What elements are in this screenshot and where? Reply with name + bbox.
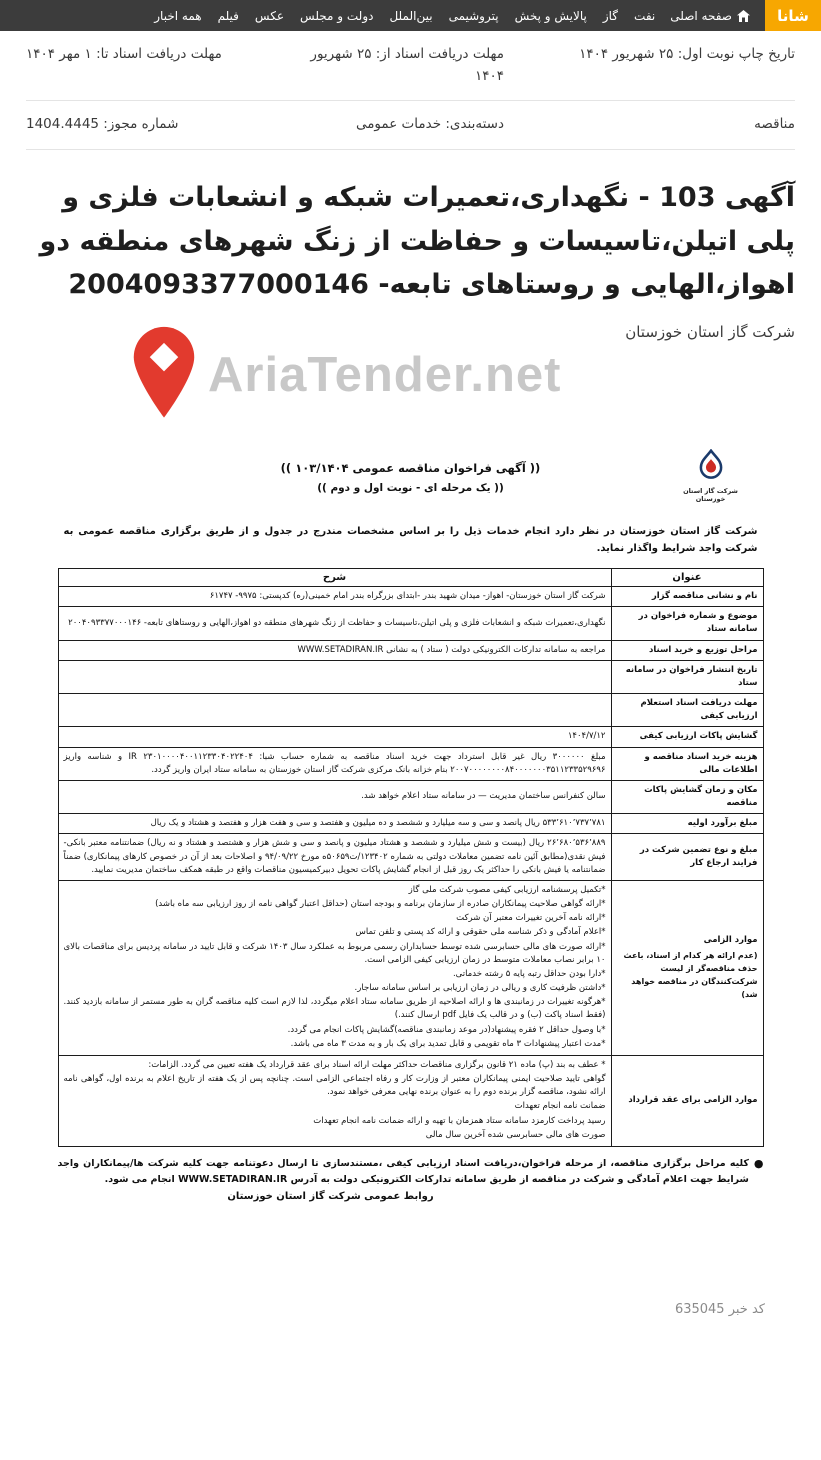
row-desc: ۵۳۳٬۶۱۰٬۷۳۷٬۷۸۱ ریال پانصد و سی و سه میلیارد و ششصد و ده میلیون و هفتصد و سی و هفت هزار و هفتصد و هشتاد و یک ریال — [58, 814, 611, 834]
table-row — [58, 1055, 763, 1146]
nav-item[interactable]: گاز — [602, 8, 619, 23]
watermark-text: AriaTender.net — [208, 348, 562, 402]
tender-table — [58, 568, 764, 1147]
row-title: تاریخ انتشار فراخوان در سامانه ستاد — [611, 660, 763, 693]
bullet-line: *ارائه صورت های مالی حسابرسی شده توسط حسابداران رسمی مربوط به عملکرد سال ۱۴۰۳ شرکت و قابل تایید در سامانه پردیس برای مناقصات بالای ۱۰ برابر نصاب معاملات متوسط در زمان ارزیابی کیفی الزامی است. — [63, 941, 606, 965]
table-header-row — [58, 568, 763, 586]
nav-item[interactable]: فیلم — [217, 8, 239, 23]
row-title: مکان و زمان گشایش پاکات مناقصه — [611, 780, 763, 813]
print-date: تاریخ چاپ نوبت اول: ۲۵ شهریور ۱۴۰۴ — [579, 46, 795, 62]
row-desc: نگهداری،تعمیرات شبکه و انشعابات فلزی و پلی اتیلن،تاسیسات و حفاظت از زنگ شهرهای منطقه دو اهواز،الهایی و روستاهای تابعه- ۲۰۰۴۰۹۳۳۷۷۰۰۰۱۴۶ — [58, 607, 611, 640]
row-title: هزینه خرید اسناد مناقصه و اطلاعات مالی — [611, 747, 763, 780]
bullet-line: *هرگونه تغییرات در زمانبندی ها و ارائه اصلاحیه از طریق سامانه ستاد اعلام میگردد، لذا لازم است کلیه مناقصه گران به طور مستمر از سامانه بازدید کنند. (فقط اسناد پاکت (ب) و در قالب یک فایل pdf ارسال کنند.) — [63, 997, 606, 1021]
table-row — [58, 694, 763, 727]
meta-row-category — [26, 101, 795, 150]
table-row — [58, 747, 763, 780]
row-desc: ۱۴۰۴/۷/۱۲ — [58, 727, 611, 747]
tender-meta — [0, 31, 821, 150]
row-title-text: موارد الزامی — [703, 935, 758, 946]
license-number: شماره مجوز: 1404.4445 — [26, 116, 179, 133]
table-row — [58, 834, 763, 881]
nav-item[interactable]: همه اخبار — [154, 8, 202, 23]
receive-until: مهلت دریافت اسناد تا: ۱ مهر ۱۴۰۴ — [26, 46, 222, 62]
nav-item[interactable]: نفت — [634, 8, 656, 23]
table-row — [58, 640, 763, 660]
nav-item[interactable]: بین‌الملل — [389, 8, 433, 23]
row-desc: سالن کنفرانس ساختمان مدیریت — در سامانه ستاد اعلام خواهد شد. — [58, 780, 611, 813]
doc-footnote-text: کلیه مراحل برگزاری مناقصه، از مرحله فراخوان،دریافت اسناد ارزیابی کیفی ،مستندسازی تا ارسال دعوتنامه جهت کلیه شرکت ها/پیمانکاران واجد شرایط جهت اعلام آمادگی و شرکت در مناقصه از طریق سامانه تدارکات الکترونیکی دولت به آدرس WWW.SETADIRAN.IR انجام می شود. — [57, 1158, 749, 1186]
bullet-line: *مدت اعتبار پیشنهادات ۳ ماه تقویمی و قابل تمدید برای یک بار و به مدت ۳ ماه می باشد. — [290, 1038, 606, 1049]
table-row — [58, 607, 763, 640]
bullet-line: *ارائه گواهی صلاحیت پیمانکاران صادره از سازمان برنامه و بودجه استان (حداقل اعتبار گواهی نامه از روز ارزیابی سه ماه باشد) — [155, 899, 606, 910]
table-row — [58, 727, 763, 747]
row-title — [611, 880, 763, 1055]
doc-footnote — [58, 1156, 764, 1188]
news-code: کد خبر 635045 — [674, 1302, 765, 1317]
bullet-line: *تکمیل پرسشنامه ارزیابی کیفی مصوب شرکت ملی گاز — [408, 884, 606, 895]
home-icon — [737, 10, 750, 22]
bullet-line: * عطف به بند (پ) ماده ۲۱ قانون برگزاری مناقصات حداکثر مهلت ارائه اسناد برای عقد قرارداد یک هفته تعیین می گردد. الزامات: — [148, 1059, 606, 1070]
gas-company-logo — [676, 449, 746, 503]
row-desc — [58, 880, 611, 1055]
row-title: مبلغ برآورد اولیه — [611, 814, 763, 834]
column-header-desc: شرح — [58, 568, 611, 586]
bullet-line: ضمانت نامه انجام تعهدات — [514, 1101, 606, 1112]
doc-intro: شرکت گاز استان خوزستان در نظر دارد انجام خدمات ذیل را بر اساس مشخصات مندرج در جدول و از طریق برگزاری مناقصه عمومی به شرکت واجد شرایط واگذار نماید. — [63, 525, 758, 555]
page-title: آگهی 103 - نگهداری،تعمیرات شبکه و انشعابات فلزی و پلی اتیلن،تاسیسات و حفاظت از زنگ شهرهای منطقه دو اهواز،الهایی و روستاهای تابعه- 2004093377000146 — [39, 181, 795, 301]
table-row — [58, 880, 763, 1055]
row-desc: شرکت گاز استان خوزستان- اهواز- میدان شهید بندر -ابتدای بزرگراه بندر امام خمینی(ره) کدپستی: ۹۹۷۵- ۶۱۷۴۷ — [58, 586, 611, 606]
table-row — [58, 586, 763, 606]
flame-icon — [694, 466, 728, 485]
row-title: مراحل توزیع و خرید اسناد — [611, 640, 763, 660]
table-row — [58, 660, 763, 693]
column-header-title: عنوان — [611, 568, 763, 586]
nav-item[interactable]: عکس — [254, 8, 285, 23]
row-desc: ۲۶٬۶۸۰٬۵۳۶٬۸۸۹ ریال (بیست و شش میلیارد و ششصد و هشتاد میلیون و پانصد و سی و شش هزار و هشتصد و هشتاد و نه ریال) ضمانتنامه معتبر بانکی- فیش نقدی(مطابق آئین نامه تضمین معاملات دولتی به شماره ۱۲۳۴۰۲/ت۵۰۶۵۹ه مورخ ۹۴/۰۹/۲۲ و اصلاحات بعد از آن در خصوص کارهای پیمانکاری) ضمناً ضمانتنامه یا فیش بانکی را حداکثر یک روز قبل از انجام گشایش پاکات تحویل دبیرکمیسیون مناقصات واقع در طبقه همکف ساختمان مدیریت نمایید. — [58, 834, 611, 881]
bullet-icon: ● — [753, 1157, 764, 1170]
row-desc: مبلغ ۳۰۰۰۰۰۰ ریال غیر قابل استرداد جهت خرید اسناد مناقصه به شماره حساب شبا: IR ۲۳۰۱۰۰۰۰۴۰۰۱۱۲۳۳۰۴۰۲۲۴۰۴ و شناسه واریز ۲۰۰۷۰۰۰۰۰۰۰۰۸۴۰۰۰۰۰۰۰۳۵۱۱۲۳۳۵۲۹۶۹۶ بنام خزانه بانک مرکزی شرکت گاز استان خوزستان به سامانه ستاد ایران واریز گردد. — [58, 747, 611, 780]
bullet-line: *ارائه نامه آخرین تغییرات معتبر آن شرکت — [456, 913, 606, 924]
doc-header — [58, 449, 764, 511]
top-navbar — [0, 0, 821, 31]
row-title: مهلت دریافت اسناد استعلام ارزیابی کیفی — [611, 694, 763, 727]
doc-title-line2: (( یک مرحله ای - نوبت اول و دوم )) — [317, 481, 504, 494]
bullet-line: صورت های مالی حسابرسی شده آخرین سال مالی — [425, 1129, 606, 1140]
nav-item[interactable]: پتروشیمی — [448, 8, 499, 23]
tender-category: دسته‌بندی: خدمات عمومی — [355, 116, 505, 133]
meta-row-dates — [26, 31, 795, 101]
shana-logo[interactable]: شانا — [765, 0, 821, 31]
bullet-line: گواهی تایید صلاحیت ایمنی پیمانکاران معتبر از وزارت کار و رفاه اجتماعی الزامی است. چنانچه پس از یک هفته از تاریخ اعلام به برنده اول، گواهی نامه ارائه نشود، مناقصه گزار برنده دوم را به عنوان برنده نهایی معرفی خواهد نمود. — [63, 1074, 606, 1098]
bullet-line: رسید پرداخت کارمزد سامانه ستاد همزمان با تهیه و ارائه ضمانت نامه انجام تعهدات — [313, 1115, 606, 1126]
bullet-line: *دارا بودن حداقل رتبه پایه ۵ رشته خدماتی. — [452, 968, 606, 979]
nav-item[interactable]: پالایش و پخش — [514, 8, 587, 23]
row-title: مبلغ و نوع تضمین شرکت در فرایند ارجاع کار — [611, 834, 763, 881]
doc-signature: روابط عمومی شرکت گاز استان خوزستان — [227, 1191, 434, 1203]
row-title: موضوع و شماره فراخوان در سامانه ستاد — [611, 607, 763, 640]
row-desc — [58, 1055, 611, 1146]
company-name: شرکت گاز استان خوزستان — [625, 322, 795, 341]
nav-links — [154, 9, 655, 23]
row-desc: مراجعه به سامانه تدارکات الکترونیکی دولت ( ستاد ) به نشانی WWW.SETADIRAN.IR — [58, 640, 611, 660]
nav-item-home[interactable] — [670, 9, 750, 23]
nav-item[interactable]: دولت و مجلس — [300, 8, 374, 23]
logo-caption: شرکت گاز استان خوزستان — [683, 486, 738, 503]
table-row — [58, 780, 763, 813]
nav-item-home-label: صفحه اصلی — [670, 8, 732, 23]
row-title: گشایش پاکات ارزیابی کیفی — [611, 727, 763, 747]
bullet-line: *با وصول حداقل ۲ فقره پیشنهاد(در موعد زمانبندی مناقصه)گشایش پاکات انجام می گردد. — [287, 1024, 606, 1035]
tender-type: مناقصه — [754, 116, 795, 133]
row-desc — [58, 660, 611, 693]
doc-title-line1: (( آگهی فراخوان مناقصه عمومی ۱۰۳/۱۴۰۴ )) — [280, 460, 541, 475]
receive-from: مهلت دریافت اسناد از: ۲۵ شهریور ۱۴۰۴ — [310, 46, 505, 84]
row-desc — [58, 694, 611, 727]
table-row — [58, 814, 763, 834]
bullet-line: *داشتن ظرفیت کاری و ریالی در زمان ارزیابی بر اساس سامانه ساجار. — [354, 983, 606, 994]
row-title-note: (عدم ارائه هر کدام از اسناد، باعث حذف مناقصه‌گر از لیست شرکت‌کنندگان در مناقصه خواهد شد) — [623, 951, 758, 999]
row-title: نام و نشانی مناقصه گزار — [611, 586, 763, 606]
tender-document — [58, 449, 764, 1202]
bullet-line: *اعلام آمادگی و ذکر شناسه ملی حقوقی و ارائه کد پستی و تلفن تماس — [355, 927, 606, 938]
row-title: موارد الزامی برای عقد قرارداد — [611, 1055, 763, 1146]
